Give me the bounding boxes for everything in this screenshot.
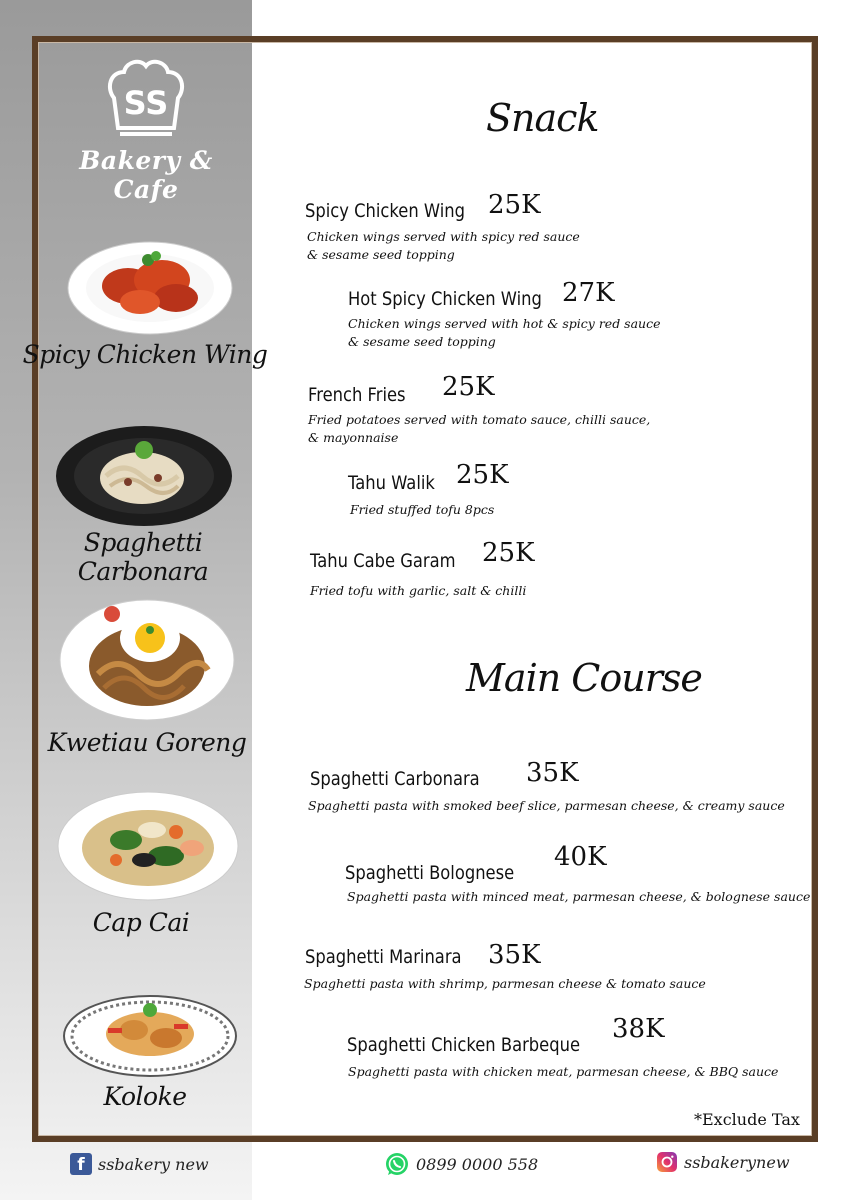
instagram-handle: ssbakerynew xyxy=(684,1152,790,1172)
menu-item-description: Fried stuffed tofu 8pcs xyxy=(350,502,495,517)
menu-item-name: Spicy Chicken Wing xyxy=(305,200,465,222)
kwetiau-goreng-dish-icon xyxy=(58,594,236,722)
menu-item-name: French Fries xyxy=(308,384,406,406)
menu-item-description: & sesame seed topping xyxy=(348,334,496,349)
featured-label-koloke: Koloke xyxy=(103,1082,187,1111)
brand-logo xyxy=(46,58,246,204)
menu-item-name: Spaghetti Chicken Barbeque xyxy=(347,1034,581,1056)
facebook-icon: f xyxy=(70,1153,92,1175)
whatsapp-icon xyxy=(384,1151,410,1177)
menu-item-description: Spaghetti pasta with minced meat, parmesan cheese, & bolognese sauce xyxy=(347,889,811,904)
menu-item-price: 25K xyxy=(442,372,495,402)
logo-initials: SS xyxy=(123,84,169,122)
menu-item-name: Spaghetti Carbonara xyxy=(310,768,480,790)
footer-whatsapp[interactable] xyxy=(384,1150,538,1178)
featured-label-cap-cai: Cap Cai xyxy=(92,908,190,937)
footer-facebook[interactable] xyxy=(70,1150,209,1178)
footer-instagram[interactable] xyxy=(656,1148,790,1176)
menu-item-name: Spaghetti Bolognese xyxy=(345,862,515,884)
spaghetti-carbonara-dish-icon xyxy=(54,420,234,530)
menu-item-price: 25K xyxy=(488,190,541,220)
menu-item-description: Fried tofu with garlic, salt & chilli xyxy=(310,583,527,598)
menu-item-price: 35K xyxy=(526,758,579,788)
whatsapp-number: 0899 0000 558 xyxy=(416,1154,539,1174)
menu-item-description: Chicken wings served with hot & spicy red sauce xyxy=(348,316,661,331)
chef-hat-logo-icon xyxy=(104,58,188,136)
brand-name: Bakery & Cafe xyxy=(79,146,213,204)
tax-note: *Exclude Tax xyxy=(694,1110,800,1129)
menu-item-price: 40K xyxy=(554,842,607,872)
menu-item-name: Spaghetti Marinara xyxy=(305,946,462,968)
menu-item-description: Spaghetti pasta with shrimp, parmesan cheese & tomato sauce xyxy=(304,976,706,991)
spicy-chicken-wing-dish-icon xyxy=(66,236,234,336)
menu-item-description: & sesame seed topping xyxy=(307,247,455,262)
featured-label-kwetiau-goreng: Kwetiau Goreng xyxy=(47,728,247,757)
menu-item-price: 25K xyxy=(456,460,509,490)
menu-item-price: 38K xyxy=(612,1014,665,1044)
menu-item-description: Spaghetti pasta with smoked beef slice, parmesan cheese, & creamy sauce xyxy=(308,798,785,813)
menu-item-price: 35K xyxy=(488,940,541,970)
snack-section-title: Snack xyxy=(486,96,599,140)
menu-item-price: 27K xyxy=(562,278,615,308)
koloke-dish-icon xyxy=(62,988,238,1080)
menu-item-description: Spaghetti pasta with chicken meat, parmesan cheese, & BBQ sauce xyxy=(348,1064,779,1079)
facebook-handle: ssbakery new xyxy=(98,1154,209,1174)
menu-item-description: & mayonnaise xyxy=(308,430,399,445)
featured-label-spicy-chicken-wing: Spicy Chicken Wing xyxy=(22,340,268,369)
main-course-section-title: Main Course xyxy=(466,656,702,700)
menu-item-name: Tahu Cabe Garam xyxy=(310,550,456,572)
menu-item-description: Fried potatoes served with tomato sauce, chilli sauce, xyxy=(308,412,651,427)
menu-item-price: 25K xyxy=(482,538,535,568)
menu-item-name: Tahu Walik xyxy=(348,472,435,494)
cap-cai-dish-icon xyxy=(56,786,240,904)
instagram-icon xyxy=(656,1151,678,1173)
menu-item-name: Hot Spicy Chicken Wing xyxy=(348,288,542,310)
menu-item-description: Chicken wings served with spicy red sauce xyxy=(307,229,580,244)
featured-label-spaghetti-carbonara: Spaghetti Carbonara xyxy=(77,528,209,586)
